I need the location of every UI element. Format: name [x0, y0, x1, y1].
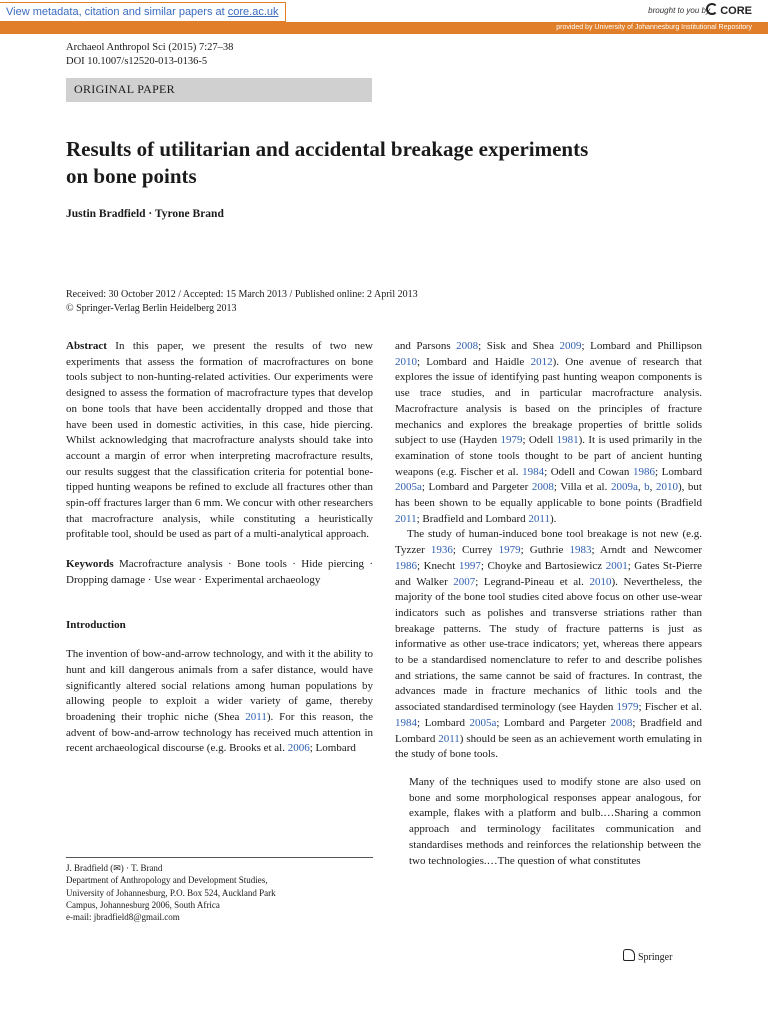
body-text: ; Villa et al.: [553, 481, 611, 494]
body-text: ; Knecht: [417, 559, 459, 572]
paper-title: [66, 136, 686, 190]
introduction-heading: Introduction: [66, 618, 126, 631]
body-text: ; Fischer et al.: [638, 701, 702, 714]
body-text: ; Lombard: [417, 716, 470, 729]
body-text: ). One avenue of research that explores the issue of identifying past hunting weapon components is use trace studies, and in particular macrofracture analysis. Macrofracture analysis is based on the principles of fracture mechanics and explores the breakage properties of brittle solids subject to use (Hayden: [395, 355, 702, 447]
citation-link[interactable]: 1997: [458, 559, 481, 572]
citation-link[interactable]: 2005a: [395, 481, 422, 494]
core-banner: [0, 0, 768, 34]
provided-by-repository[interactable]: University of Johannesburg Institutional Repository: [594, 24, 752, 31]
core-link-prefix: View metadata, citation and similar papers at: [6, 6, 228, 18]
body-text: ; Lombard and Phillipson: [581, 340, 702, 352]
body-text: ). Nevertheless, the majority of the bone tool studies cited above focus on other use-wear indicators such as polishes and transverse striations rather than breakage patterns. The study of fracture patterns is just as informative as other use-trace indicators; yet, whereas there appears to be a standardised nomenclature to refer to and describe polishes and striations, the same cannot be said of fractures. In contrast, the advances made in fracture mechanics of lithic tools and the associated standardised terminology (see Hayden: [395, 575, 702, 714]
citation-link[interactable]: 2008: [456, 340, 479, 352]
citation-link[interactable]: 1979: [498, 544, 521, 557]
citation-link[interactable]: 2009: [559, 340, 582, 352]
left-column: [66, 339, 373, 757]
citation-link[interactable]: 2008: [531, 481, 554, 494]
body-text: ; Guthrie: [520, 544, 570, 557]
body-text: ) should be seen as an achievement worth emulating in the study of bone tools.: [395, 732, 702, 761]
citation-link[interactable]: 1986: [395, 559, 417, 572]
publisher-name: Springer: [638, 952, 673, 963]
abstract-text: In this paper, we present the results of two new experiments that assess the formation of macrofractures on bone tools subject to non-hunting-related activities. Our experiments were designed to assess the formation of macrofracture types that develop on bone tools that have been accidentally dropped and those that have been used in domestic activities, in this case, hide piercing. Whilst acknowledging that macrofracture analysts should take into account a margin of error when interpreting macrofracture results, our results suggest that the classification criteria for potential bone-tipped hunting weapons be refined to exclude all fractures other than spin-off fractures larger than 6 mm. We concur with other researchers that macrofracture analysis, while constituting a heuristically profitable tool, should be used as part of a multi-analytical approach.: [66, 340, 374, 541]
copyright-notice: © Springer-Verlag Berlin Heidelberg 2013: [66, 302, 237, 314]
date-history: Received: 30 October 2012 / Accepted: 15 March 2013 / Published online: 2 April 2013: [66, 289, 418, 300]
citation-link[interactable]: 2008: [610, 716, 633, 729]
body-text: ), but has been shown to be equally applicable to bone points (Bradfield: [395, 481, 702, 510]
intro-text: ; Lombard: [309, 742, 356, 755]
journal-citation: Archaeol Anthropol Sci (2015) 7:27–38: [66, 42, 234, 53]
citation-link[interactable]: 2007: [453, 575, 476, 588]
footnote-authors: J. Bradfield (✉) · T. Brand: [66, 863, 163, 873]
core-metadata-link[interactable]: [0, 2, 286, 22]
citation-link[interactable]: 1983: [569, 544, 592, 557]
citation-link[interactable]: 2011: [528, 512, 550, 525]
footnote-email[interactable]: e-mail: jbradfield8@gmail.com: [66, 912, 180, 923]
footnote-department: Department of Anthropology and Development Studies,: [66, 875, 268, 886]
core-logo[interactable]: [706, 3, 752, 17]
body-text: and Parsons: [395, 340, 457, 352]
publication-dates: [66, 288, 418, 315]
citation-link[interactable]: 2001: [605, 559, 628, 572]
abstract-label: Abstract: [66, 340, 107, 352]
body-text: ; Bradfield and Lombard: [416, 512, 529, 525]
doi: DOI 10.1007/s12520-013-0136-5: [66, 56, 208, 67]
body-text: ; Currey: [452, 544, 499, 557]
body-text: ; Lombard and Haidle: [417, 355, 531, 368]
body-text: ; Arndt and Newcomer: [591, 544, 702, 557]
citation-link[interactable]: 2011: [395, 512, 417, 525]
core-logo-icon: [706, 3, 718, 15]
provided-prefix: provided by: [556, 24, 593, 31]
body-paragraph-2: [395, 527, 702, 763]
abstract: [66, 339, 373, 543]
provided-by-text: [556, 24, 752, 31]
body-text: ; Choyke and Bartosiewicz: [480, 559, 606, 572]
citation-link[interactable]: 1986: [633, 465, 656, 478]
citation-link[interactable]: 1981: [556, 434, 579, 447]
introduction-paragraph: [66, 647, 373, 757]
body-text: ; Lombard: [655, 465, 702, 478]
citation-link[interactable]: 2005a: [469, 716, 497, 729]
body-text: ; Odell: [522, 434, 557, 447]
body-text: ; Bradfield and Lombard: [395, 716, 702, 745]
brought-to-you-text: brought to you by: [648, 6, 710, 15]
citation-link[interactable]: 2010: [655, 481, 678, 494]
body-text: ; Lombard and Pargeter: [496, 716, 611, 729]
citation-link[interactable]: 2009a: [610, 481, 638, 494]
keywords-text: Macrofracture analysis · Bone tools · Hide piercing · Dropping damage · Use wear · Experimental archaeology: [66, 558, 373, 586]
citation-link[interactable]: 2006: [287, 742, 310, 755]
citation-link[interactable]: 1936: [430, 544, 453, 557]
body-text: ; Legrand-Pineau et al.: [475, 575, 590, 588]
paper-type-label: ORIGINAL PAPER: [66, 78, 372, 102]
body-text: ,: [637, 481, 645, 494]
author-affiliation-footnote: [66, 857, 373, 923]
citation-link[interactable]: 2010: [589, 575, 612, 588]
springer-horse-icon: [623, 949, 635, 961]
body-text: ; Sisk and Shea: [478, 340, 560, 352]
body-text: The study of human-induced bone tool breakage is not new (e.g. Tyzzer: [395, 528, 702, 557]
citation-link[interactable]: b: [644, 481, 650, 494]
core-logo-text: CORE: [720, 5, 752, 17]
keywords-label: Keywords: [66, 558, 114, 571]
footnote-university: University of Johannesburg, P.O. Box 524, Auckland Park: [66, 887, 276, 898]
body-text: ). It is used primarily in the examination of stone tools thought to be part of ancient hunting weapons (e.g. Fischer et al.: [395, 434, 702, 478]
intro-text: ). For this reason, the advent of bow-and-arrow technology has received much attention in recent archaeological discourse (e.g. Brooks et al.: [66, 711, 373, 755]
citation-link[interactable]: 1979: [616, 701, 639, 714]
body-text: ; Lombard and Pargeter: [421, 481, 532, 494]
block-quote: Many of the techniques used to modify stone are also used on bone and some morphological responses appear analogous, for example, flakes with a platform and bulb.…Sharing a common approach and terminology facilitates communication and standardises methods and reinforces the relationship between the two technologies.…The question of what constitutes: [409, 775, 701, 867]
publisher-logo: [623, 949, 672, 963]
body-text: ; Odell and Cowan: [544, 465, 634, 478]
citation-link[interactable]: 2011: [245, 711, 267, 724]
body-text: ,: [649, 481, 656, 494]
keywords: [66, 557, 373, 588]
citation-link[interactable]: 2012: [530, 355, 553, 368]
citation-link[interactable]: 1979: [500, 434, 523, 447]
citation-link[interactable]: 2011: [438, 732, 460, 745]
core-link-site[interactable]: core.ac.uk: [227, 6, 279, 18]
footnote-city: Campus, Johannesburg 2006, South Africa: [66, 899, 220, 910]
citation-link[interactable]: 1984: [395, 716, 417, 729]
right-column: [395, 339, 702, 869]
title-line-2: on bone points: [66, 164, 197, 188]
citation-link[interactable]: 1984: [522, 465, 545, 478]
title-line-1: Results of utilitarian and accidental breakage experiments: [66, 137, 589, 161]
body-paragraph-1: [395, 339, 702, 527]
body-text: ).: [550, 512, 557, 525]
intro-text: The invention of bow-and-arrow technology, and with it the ability to hunt and kill dangerous animals from a safer distance, would have significantly altered social relations among human populations by allowing people to exploit a wider variety of game, thereby broadening their trophic niche (Shea: [66, 648, 373, 724]
citation-link[interactable]: 2010: [395, 355, 417, 368]
journal-reference: [66, 41, 233, 69]
body-text: ; Gates St-Pierre and Walker: [395, 559, 702, 588]
authors: Justin Bradfield · Tyrone Brand: [66, 208, 224, 220]
